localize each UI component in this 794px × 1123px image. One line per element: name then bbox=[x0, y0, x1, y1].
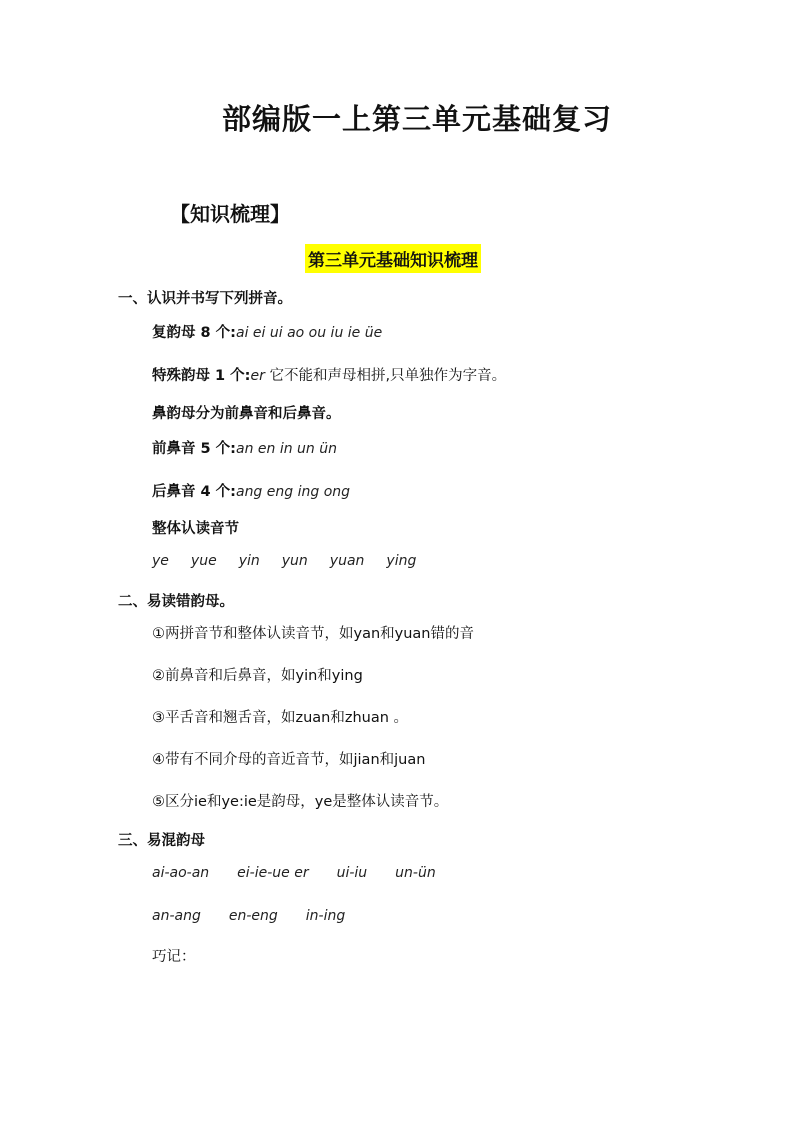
whole-syllable: yue bbox=[190, 553, 217, 569]
front-nasal-label: 前鼻音 5 个: bbox=[152, 441, 236, 457]
confusable-group: ai-ao-an bbox=[152, 865, 210, 881]
confusable-group: en-eng bbox=[228, 908, 278, 924]
section-subtitle-highlighted: 第三单元基础知识梳理 bbox=[305, 244, 481, 273]
special-final-line bbox=[152, 364, 506, 385]
compound-finals-line bbox=[152, 321, 382, 342]
confusable-group: un-ün bbox=[395, 865, 436, 881]
special-final-label: 特殊韵母 1 个: bbox=[152, 368, 251, 384]
front-nasal-line bbox=[152, 437, 337, 458]
whole-syllable: yun bbox=[281, 553, 308, 569]
confusable-group: ui-iu bbox=[336, 865, 368, 881]
confusable-group: an-ang bbox=[152, 908, 201, 924]
whole-syllable: yin bbox=[238, 553, 260, 569]
compound-finals-label: 复韵母 8 个: bbox=[152, 325, 236, 341]
whole-syllable: ying bbox=[386, 553, 417, 569]
confusion-item: ③平舌音和翘舌音，如zuan和zhuan 。 bbox=[152, 710, 409, 726]
document-title: 部编版一上第三单元基础复习 bbox=[222, 102, 613, 136]
confusable-group: in-ing bbox=[305, 908, 346, 924]
whole-syllable: yuan bbox=[329, 553, 365, 569]
whole-syllable: ye bbox=[152, 553, 169, 569]
whole-syllables-row bbox=[152, 553, 416, 569]
part1-heading: 一、认识并书写下列拼音。 bbox=[118, 291, 292, 307]
back-nasal-values: ang eng ing ong bbox=[235, 484, 351, 500]
part2-heading: 二、易读错韵母。 bbox=[118, 594, 234, 610]
compound-finals-values: ai ei ui ao ou iu ie üe bbox=[235, 325, 383, 341]
back-nasal-label: 后鼻音 4 个: bbox=[152, 484, 236, 500]
memo-label: 巧记： bbox=[152, 949, 196, 965]
confusable-group: ei-ie-ue er bbox=[237, 865, 309, 881]
special-final-note: 它不能和声母相拼,只单独作为字音。 bbox=[264, 368, 507, 384]
confusion-item: ②前鼻音和后鼻音，如yin和ying bbox=[152, 668, 363, 684]
front-nasal-values: an en in un ün bbox=[235, 441, 337, 457]
confusable-finals-row-1 bbox=[152, 865, 436, 881]
confusable-finals-row-2 bbox=[152, 908, 345, 924]
nasal-finals-intro: 鼻韵母分为前鼻音和后鼻音。 bbox=[152, 406, 341, 422]
part3-heading: 三、易混韵母 bbox=[118, 833, 205, 849]
confusion-item: ⑤区分ie和ye:ie是韵母，ye是整体认读音节。 bbox=[152, 794, 449, 810]
special-final-value: er bbox=[250, 368, 265, 384]
section-tag: 【知识梳理】 bbox=[170, 202, 290, 226]
confusion-item: ①两拼音节和整体认读音节，如yan和yuan错的音 bbox=[152, 626, 475, 642]
confusion-item: ④带有不同介母的音近音节，如jian和juan bbox=[152, 752, 426, 768]
whole-syllables-label: 整体认读音节 bbox=[152, 521, 239, 537]
back-nasal-line bbox=[152, 480, 350, 501]
